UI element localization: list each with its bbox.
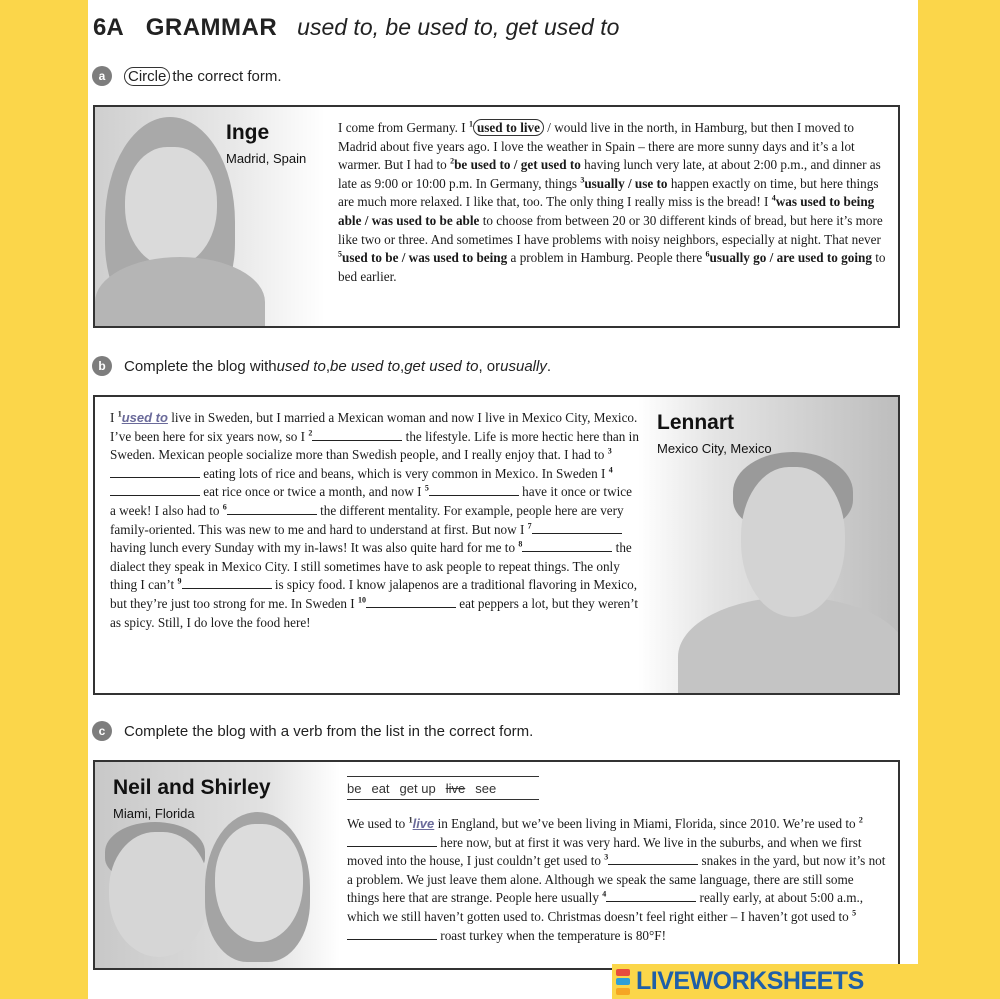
- answer-1-circled[interactable]: used to live: [473, 119, 544, 136]
- heading-title: GRAMMAR: [145, 14, 278, 41]
- badge-b: b: [92, 356, 112, 376]
- blank-c-4[interactable]: [606, 890, 696, 902]
- instruction-c-text: Complete the blog with a verb from the list in the correct form.: [124, 722, 534, 740]
- word-list: [347, 776, 539, 800]
- logo-bar-blue: [616, 978, 630, 985]
- right-border: [918, 0, 1000, 999]
- exercise-b-box: [93, 395, 900, 695]
- instruction-circled-word: Circle: [124, 67, 170, 86]
- blank-4[interactable]: [110, 484, 200, 496]
- person-name-inge: Inge: [226, 121, 270, 144]
- blank-c-3[interactable]: [608, 853, 698, 865]
- unit-number: 6A: [93, 14, 124, 41]
- blank-c-5[interactable]: [347, 928, 437, 940]
- exercise-c-box: [93, 760, 900, 970]
- logo-text: LIVEWORKSHEETS: [636, 967, 864, 995]
- badge-a: a: [92, 66, 112, 86]
- instruction-b: b Complete the blog with used to , be used to , get used to , or usually .: [92, 356, 551, 376]
- answer-1: used to: [121, 410, 168, 425]
- inge-photo: [95, 107, 325, 326]
- exercise-a-box: [93, 105, 900, 328]
- instruction-c: [92, 721, 533, 741]
- logo-mark-icon: [616, 969, 630, 995]
- exercise-c-text: We used to $^1$live in England, but we’ve been living in Miami, Florida, since 2010. We’re used to $^2$ here now, but at first it was very hard. We live in the suburbs, and when we first moved into the house, I just couldn’t get used to $^3$ snakes in the yard, but now it’s not a problem. We just leave them alone. Although we speak the same language, there are still some things here that are strange. People here usually $^4$ really early, at about 5:00 a.m., which we still haven’t gotten used to. Christmas doesn’t feel right either – I haven’t got used to $^5$ roast turkey when the temperature is 80°F!: [347, 815, 886, 943]
- blank-7[interactable]: [532, 522, 622, 534]
- badge-c: c: [92, 721, 112, 741]
- person-location-lennart: Mexico City, Mexico: [657, 441, 772, 456]
- instruction-a-text: the correct form.: [172, 67, 282, 85]
- blank-8[interactable]: [522, 540, 612, 552]
- person-location-neil-shirley: Miami, Florida: [113, 806, 195, 821]
- option-3[interactable]: usually / use to: [584, 175, 668, 191]
- liveworksheets-logo[interactable]: [612, 964, 918, 999]
- exercise-b-text: I $^1$used to live in Sweden, but I married a Mexican woman and now I live in Mexico City, Mexico. I’ve been here for six years now, so I $^2$ the lifestyle. Life is more hectic here than in Sweden. Mexican people socialize more than Swedish people, and I really enjoy that. I had to $^3$ eating lots of rice and beans, which is very common in Mexico. In Sweden I $^4$ eat rice once or twice a month, and now I $^5$ have it once or twice a week! I also had to $^6$ the different mentality. For example, people here are very family-oriented. This was new to me and hard to understand at first. But now I $^7$ having lunch every Sunday with my in-laws! It was also quite hard for me to $^8$ the dialect they speak in Mexico City. I still sometimes have to ask people to repeat things. The only thing I can’t $^9$ is spicy food. I know jalapenos are a traditional flavoring in Mexico, but they’re just too strong for me. In Sweden I $^{10}$ eat peppers a lot, but they weren’t as spicy. Still, I do love the food here!: [110, 409, 639, 630]
- answer-c-1: live: [412, 816, 435, 831]
- instruction-a: [92, 66, 282, 86]
- person-name-neil-shirley: Neil and Shirley: [113, 776, 271, 799]
- heading-subtitle: used to, be used to, get used to: [297, 14, 620, 40]
- blank-9[interactable]: [182, 577, 272, 589]
- blank-c-2[interactable]: [347, 835, 437, 847]
- word-be: be: [347, 781, 362, 796]
- word-live-used: live: [445, 781, 466, 796]
- exercise-a-text: I come from Germany. I $^1$ used to live / would live in the north, in Hamburg, but then I moved to Madrid about five years ago. I love the weather in Spain – there are more sunny days and it’s a lot warmer. But I had to $^2$be used to / get used to having lunch very late, at about 2:00 p.m., and dinner as late as 9:00 or 10:00 p.m. In Germany, things $^3$usually / use to happen exactly on time, but here things are much more relaxed. I like that, too. The only thing I really miss is the bread! I $^4$was used to being able / was used to be able to choose from between 20 or 30 different kinds of bread, but here it’s more like two or three. And sometimes I have problems with noisy neighbors, especially at night. That never $^5$used to be / was used to being a problem in Hamburg. People there $^6$usually go / are used to going to bed earlier.: [338, 119, 886, 284]
- worksheet-page: [88, 0, 918, 999]
- person-name-lennart: Lennart: [657, 411, 735, 434]
- blank-5[interactable]: [429, 484, 519, 496]
- blank-3[interactable]: [110, 466, 200, 478]
- blank-2[interactable]: [312, 429, 402, 441]
- option-6[interactable]: usually go / are used to going: [709, 250, 872, 266]
- option-5[interactable]: used to be / was used to being: [342, 250, 508, 266]
- option-2[interactable]: be used to / get used to: [454, 157, 581, 173]
- person-location-inge: Madrid, Spain: [226, 151, 307, 166]
- logo-bar-red: [616, 969, 630, 976]
- option-4[interactable]: was used to being able / was used to be able: [338, 194, 875, 228]
- blank-6[interactable]: [227, 503, 317, 515]
- page-heading: [93, 14, 619, 42]
- word-see: see: [475, 781, 497, 796]
- left-border: [0, 0, 88, 999]
- blank-10[interactable]: [366, 596, 456, 608]
- word-eat: eat: [371, 781, 390, 796]
- word-get-up: get up: [399, 781, 436, 796]
- logo-bar-orange: [616, 988, 630, 995]
